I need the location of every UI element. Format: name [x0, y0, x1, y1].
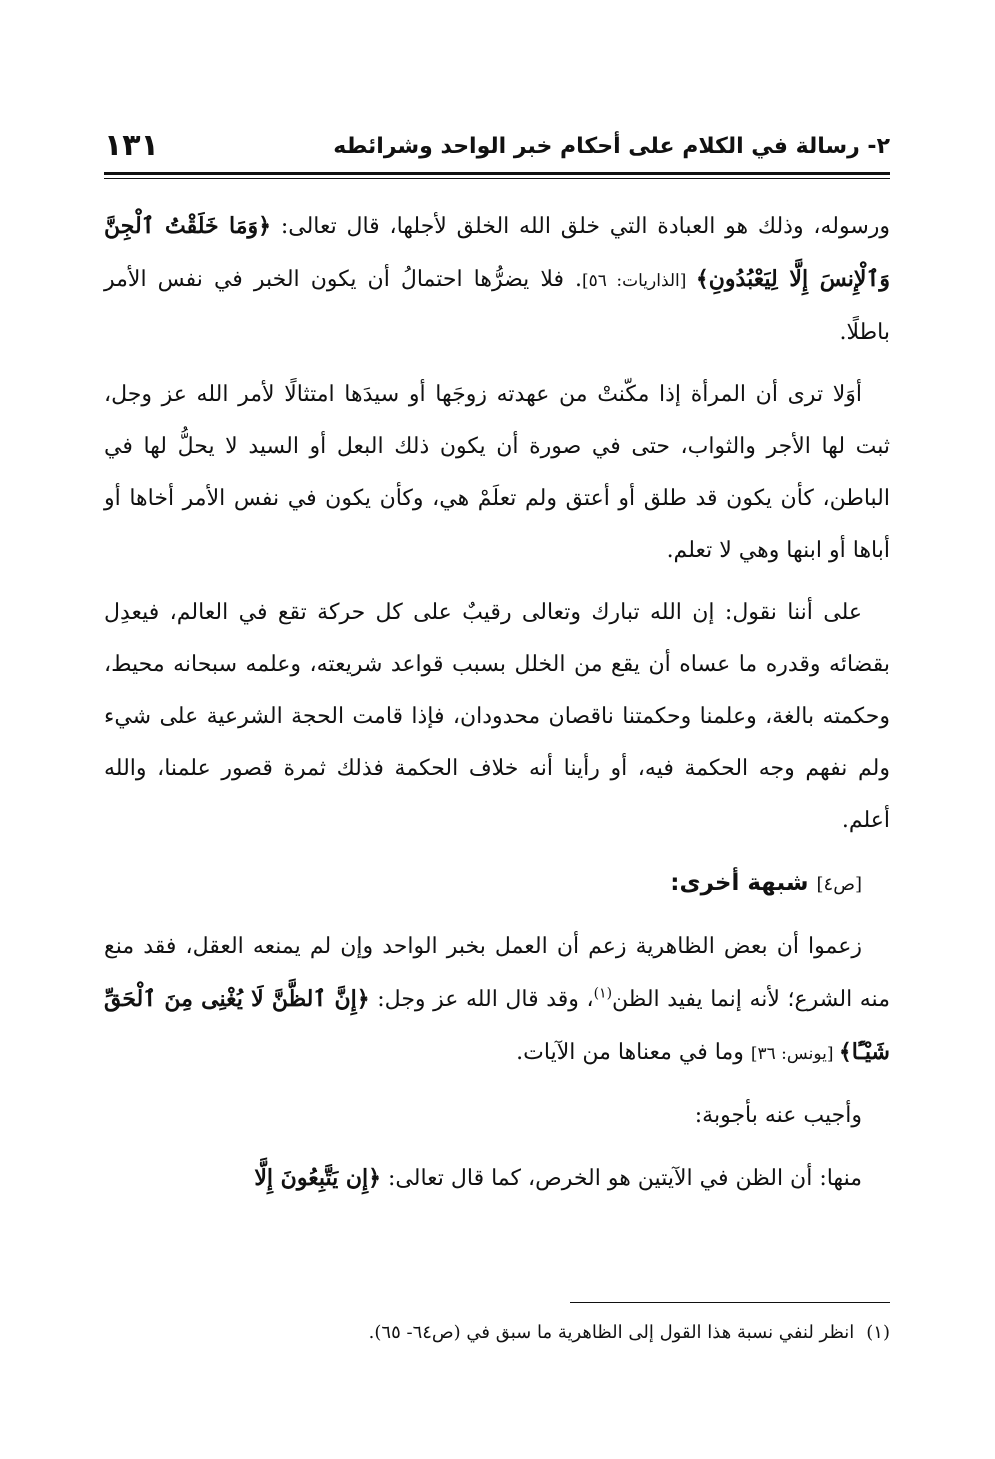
footnote-reference[interactable]: (١): [593, 985, 613, 1002]
paragraph-4-text-a: زعموا أن بعض الظاهرية زعم أن العمل بخبر الواحد وإن لم يمنعه العقل، فقد منع منه الشرع؛ لأنه إنما يفيد الظن: [104, 934, 890, 1012]
paragraph-1-text-b: . فلا يضرُّها احتمالُ أن يكون الخبر في نفس الأمر باطلًا.: [104, 267, 890, 345]
header-rule-thin: [104, 178, 890, 179]
paragraph-6: [104, 1152, 890, 1205]
footnote-separator: [570, 1302, 890, 1303]
paragraph-4-text-b: ، وقد قال الله عز وجل:: [369, 987, 594, 1012]
paragraph-4: [104, 921, 890, 1080]
paragraph-2: أوَلا ترى أن المرأة إذا مكّنتْ من عهدته زوجَها أو سيدَها امتثالًا لأمر الله عز وجل، ثبت لها الأجر والثواب، حتى في صورة أن يكون ذلك البعل أو السيد لا يحلُّ لها في الباطن، كأن يكون قد طلق أو أعتق ولم تعلَمْ هي، وكأن يكون في نفس الأمر أخاها أو أباها أو ابنها وهي لا تعلم.: [104, 382, 890, 563]
quran-verse-yunus: ﴿إِنَّ ٱلظَّنَّ لَا يُغْنِى مِنَ ٱلْحَقِّ شَيْـًٔا﴾: [104, 986, 890, 1065]
quran-verse-partial: ﴿إِن يَتَّبِعُونَ إِلَّا: [254, 1165, 382, 1191]
manuscript-page-marker: [ص٤]: [816, 874, 862, 895]
paragraph-3: على أننا نقول: إن الله تبارك وتعالى رقيبٌ على كل حركة تقع في العالم، فيعدِل بقضائه وقدره ما عساه أن يقع من الخلل بسبب قواعد شريعته، وعلمه سبحانه محيط، وحكمته بالغة، وعلمنا وحكمتنا ناقصان محدودان، فإذا قامت الحجة الشرعية على شيء ولم نفهم وجه الحكمة فيه، أو رأينا أنه خلاف الحكمة فذلك ثمرة قصور علمنا، والله أعلم.: [104, 600, 890, 833]
verse-reference: [الذاريات: ٥٦]: [582, 271, 696, 291]
paragraph-4-text-c: وما في معناها من الآيات.: [516, 1040, 751, 1065]
running-header: [104, 128, 890, 172]
quran-verse-adh-dhariyat: ﴿وَمَا خَلَقْتُ ٱلْجِنَّ وَٱلْإِنسَ إِلَّا لِيَعْبُدُونِ﴾: [104, 213, 890, 292]
paragraph-1: [104, 200, 890, 359]
paragraph-1-text-a: ورسوله، وذلك هو العبادة التي خلق الله الخلق لأجلها، قال تعالى:: [271, 214, 890, 239]
body-text: [104, 200, 890, 1215]
footnote-text: انظر لنفي نسبة هذا القول إلى الظاهرية ما سبق في (ص٦٤- ٦٥).: [368, 1322, 855, 1343]
header-rule-thick: [104, 172, 890, 175]
page-number: ١٣١: [104, 128, 159, 163]
paragraph-5: وأجيب عنه بأجوبة:: [694, 1103, 862, 1128]
chapter-title: ٢- رسالة في الكلام على أحكام خبر الواحد وشرائطه: [333, 134, 890, 159]
footnote-number: (١): [866, 1322, 890, 1343]
footnote: [104, 1318, 890, 1348]
verse-reference: [يونس: ٣٦]: [750, 1044, 839, 1064]
section-title: شبهة أخرى:: [670, 870, 817, 896]
section-heading: [104, 857, 890, 911]
paragraph-6-text-a: منها: أن الظن في الآيتين هو الخرص، كما قال تعالى:: [381, 1166, 862, 1191]
